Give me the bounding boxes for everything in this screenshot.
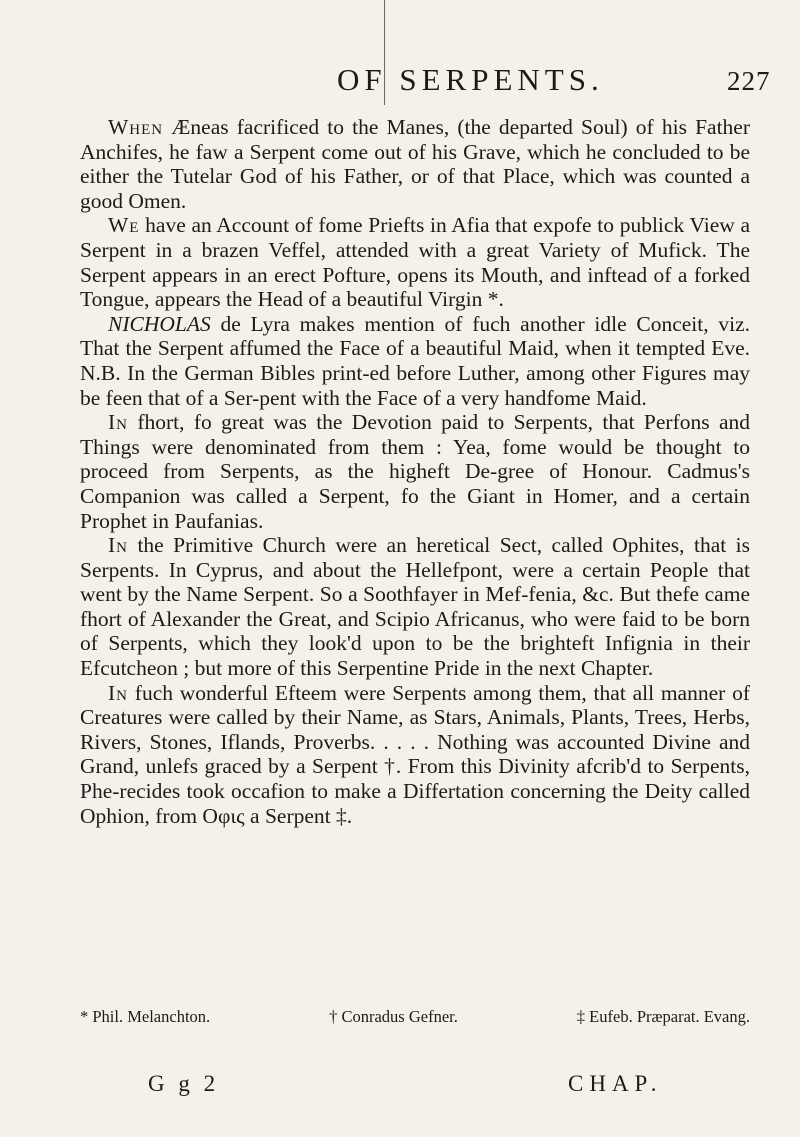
paragraph-lead-word: In <box>108 680 128 705</box>
paragraph-lead-word: NICHOLAS <box>108 311 211 336</box>
paragraph-nicholas-de-lyra <box>80 312 750 410</box>
paragraph-text: de Lyra makes mention of fuch another idle Conceit, viz. That the Serpent affumed the Face of a beautiful Maid, when it tempted Eve. N.B. In the German Bibles print-ed before Luther, among other Figures may be feen that of a Ser-pent with the Face of a very handfome Maid. <box>80 311 750 410</box>
paragraph-esteem <box>80 681 750 829</box>
footnote-gesner: † Conradus Gefner. <box>329 1007 458 1026</box>
running-head <box>0 62 800 102</box>
paragraph-lead-word: In <box>108 533 128 558</box>
paragraph-text: fhort, fo great was the Devotion paid to Serpents, that Perfons and Things were denominated from them : Yea, fome would be thought to proceed from Serpents, as the higheft De-gree of Honour. Cadmus's Companion was called a Serpent, fo the Giant in Homer, and a certain Prophet in Paufanias. <box>80 410 751 533</box>
footnotes <box>80 1007 750 1027</box>
signature-mark: G g 2 <box>148 1071 220 1096</box>
paragraph-text: the Primitive Church were an heretical Sect, called Ophites, that is Serpents. In Cyprus, and about the Hellefpont, were a certain People that went by the Name Serpent. So a Soothfayer in Mef-fenia, &c. But thefe came fhort of Alexander the Great, and Scipio Africanus, who were faid to be born of Serpents, which they look'd upon to be the brighteft Infignia in their Efcutcheon ; but more of this Serpentine Pride in the next Chapter. <box>80 533 750 681</box>
paragraph-lead-word: When <box>108 115 164 139</box>
paragraph-lead-word: We <box>108 213 140 238</box>
paragraph-text: have an Account of fome Priefts in Afia that expofe to publick View a Serpent in a brazen Veffel, attended with a great Variety of Mufick. The Serpent appears in an erect Pofture, opens its Mouth, and inftead of a forked Tongue, appears the Head of a beautiful Virgin *. <box>80 213 751 312</box>
page-number: 227 <box>727 66 771 96</box>
paragraph-ophites <box>80 533 750 681</box>
paragraph-text: Æneas facrificed to the Manes, (the departed Soul) of his Father Anchifes, he faw a Serpent come out of his Grave, which he concluded to be either the Tutelar God of his Father, or of that Place, which was counted a good Omen. <box>80 115 751 213</box>
paragraph-asia-priests <box>80 213 750 311</box>
footnote-melanchton: * Phil. Melanchton. <box>80 1007 211 1026</box>
running-title: OF SERPENTS. <box>337 62 604 97</box>
paragraph-devotion <box>80 410 750 533</box>
paragraph-aeneas <box>80 115 750 213</box>
paragraph-text: fuch wonderful Efteem were Serpents among them, that all manner of Creatures were called by their Name, as Stars, Animals, Plants, Trees, Herbs, Rivers, Stones, Iflands, Proverbs. . . . . Nothing was accounted Divine and Grand, unlefs graced by a Serpent †. From this Divinity afcrib'd to Serpents, Phe-recides took occafion to make a Differtation concerning the Deity called Ophion, from Οφις a Serpent ‡. <box>80 680 750 828</box>
paragraph-lead-word: In <box>108 410 128 435</box>
body-text <box>80 115 750 828</box>
footnote-eusebius: ‡ Eufeb. Præparat. Evang. <box>576 1007 750 1026</box>
catchword: CHAP. <box>568 1071 663 1096</box>
